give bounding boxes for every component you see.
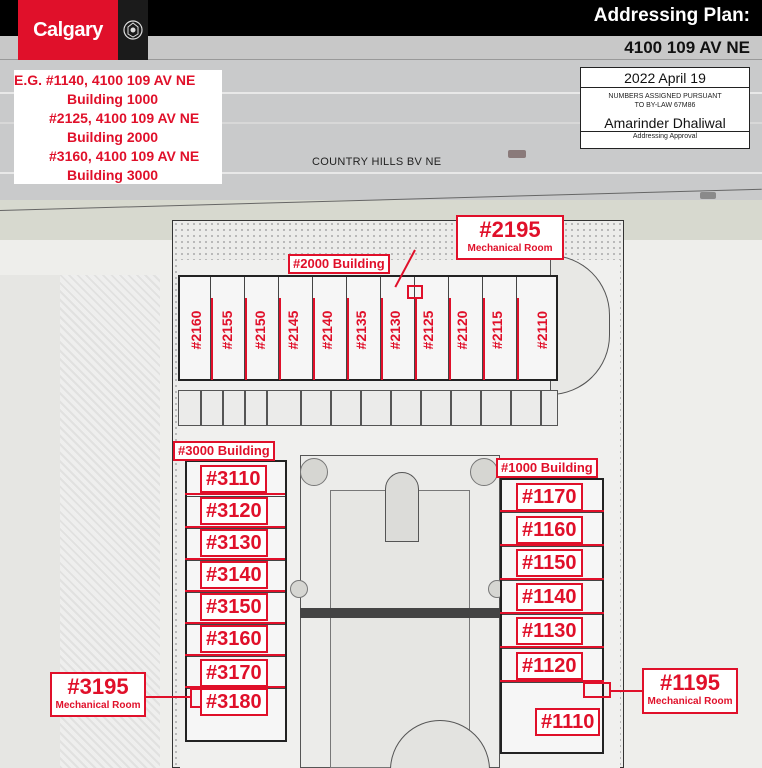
approver-name: Amarinder Dhaliwal: [581, 115, 749, 132]
approval-stamp: [580, 67, 750, 149]
calgary-logo: [18, 0, 118, 60]
mechanical-room-1195: [642, 668, 738, 714]
unit-divider: [502, 512, 602, 513]
mechanical-room-1000-box: [583, 682, 611, 698]
unit-label: #3110: [200, 465, 267, 493]
unit-marker: [483, 298, 485, 380]
unit-label: #2125: [420, 310, 436, 350]
unit-label: #2120: [454, 310, 470, 350]
unit-label: #2160: [188, 310, 204, 350]
legend-line: Building 2000: [67, 129, 159, 145]
unit-label: #1110: [535, 708, 600, 736]
unit-marker: [500, 544, 604, 546]
mechanical-label: Mechanical Room: [55, 700, 141, 711]
unit-marker: [185, 622, 285, 624]
legend-line: Building 1000: [67, 91, 159, 107]
approval-date: 2022 April 19: [581, 68, 749, 88]
unit-marker: [500, 612, 604, 614]
mechanical-label: Mechanical Room: [647, 696, 733, 707]
unit-marker: [185, 526, 285, 528]
unit-marker: [185, 493, 285, 495]
road-name-label: COUNTRY HILLS BV NE: [312, 156, 442, 168]
parking-stall-line: [510, 390, 512, 426]
mechanical-number: #3195: [67, 674, 129, 699]
parking-stall-line: [244, 390, 246, 426]
unit-label: #2145: [285, 310, 301, 350]
mechanical-room-3195: [50, 672, 146, 717]
mechanical-number: #1195: [660, 670, 720, 695]
building-1000-tag: #1000 Building: [496, 458, 598, 478]
unit-marker: [211, 298, 213, 380]
building-2000-tag: #2000 Building: [288, 254, 390, 274]
unit-label: #1160: [516, 516, 583, 544]
parking-stall-line: [450, 390, 452, 426]
vehicle-icon: [508, 150, 526, 158]
tree-icon: [290, 580, 308, 598]
unit-label: #3130: [200, 529, 268, 557]
addressing-map: [0, 60, 762, 768]
unit-label: #1150: [516, 549, 583, 577]
unit-label: #3140: [200, 561, 268, 589]
unit-label: #1170: [516, 483, 583, 511]
parking-stall-line: [266, 390, 268, 426]
city-crest-icon: [118, 0, 148, 60]
legend-line: Building 3000: [67, 167, 159, 183]
unit-label: #3170: [200, 659, 268, 687]
unit-marker: [517, 298, 519, 380]
parking-stall-line: [300, 390, 302, 426]
unit-divider: [502, 546, 602, 547]
example-legend: [14, 70, 222, 184]
unit-label: #3150: [200, 593, 268, 621]
parking-stall-line: [200, 390, 202, 426]
page-title: Addressing Plan:: [593, 5, 750, 26]
mechanical-pointer: [146, 696, 190, 698]
unit-label: #2110: [534, 310, 550, 350]
unit-label: #2130: [387, 310, 403, 350]
central-divider: [300, 608, 500, 618]
unit-divider: [187, 656, 285, 657]
unit-divider: [502, 614, 602, 615]
unit-marker: [245, 298, 247, 380]
tree-icon: [470, 458, 498, 486]
unit-marker: [381, 298, 383, 380]
unit-label: #3180: [200, 688, 268, 716]
unit-marker: [500, 646, 604, 648]
parking-stall-line: [222, 390, 224, 426]
unit-marker: [279, 298, 281, 380]
unit-label: #2150: [252, 310, 268, 350]
unit-divider: [502, 648, 602, 649]
unit-label: #2115: [489, 310, 505, 350]
building-3000-tag: #3000 Building: [173, 441, 275, 461]
mechanical-room-2000-box: [407, 285, 423, 299]
legend-line: #2125, 4100 109 AV NE: [49, 110, 200, 126]
unit-label: #1130: [516, 617, 583, 645]
page-address: 4100 109 AV NE: [624, 38, 750, 57]
parking-row: [178, 390, 558, 426]
bylaw-note-line: NUMBERS ASSIGNED PURSUANT: [608, 93, 722, 100]
unit-marker: [415, 298, 417, 380]
unit-label: #2140: [319, 310, 335, 350]
parking-stall-line: [420, 390, 422, 426]
bylaw-note-line: TO BY-LAW 67M86: [634, 102, 696, 109]
unit-marker: [185, 558, 285, 560]
mechanical-number: #2195: [479, 217, 541, 242]
parking-stall-line: [540, 390, 542, 426]
unit-marker: [185, 654, 285, 656]
legend-line: E.G. #1140, 4100 109 AV NE: [14, 72, 196, 88]
landscape-island: [385, 472, 419, 542]
logo-text: Calgary: [33, 18, 103, 41]
parking-stall-line: [360, 390, 362, 426]
unit-marker: [347, 298, 349, 380]
legend-line: #3160, 4100 109 AV NE: [49, 148, 200, 164]
parking-stall-line: [390, 390, 392, 426]
unit-marker: [449, 298, 451, 380]
mechanical-room-3000-box: [190, 688, 202, 708]
tree-icon: [300, 458, 328, 486]
vehicle-icon: [700, 192, 716, 199]
unit-marker: [185, 590, 285, 592]
parking-stall-line: [330, 390, 332, 426]
unit-label: #3160: [200, 625, 268, 653]
unit-label: #2135: [353, 310, 369, 350]
mechanical-label: Mechanical Room: [467, 243, 553, 254]
unit-divider: [502, 580, 602, 581]
mechanical-pointer: [611, 690, 642, 692]
unit-marker: [500, 578, 604, 580]
mechanical-room-2195: [456, 215, 564, 260]
unit-label: #1140: [516, 583, 583, 611]
unit-label: #3120: [200, 497, 268, 525]
unit-marker: [313, 298, 315, 380]
unit-label: #1120: [516, 652, 583, 680]
bylaw-note: [581, 88, 749, 115]
parking-stall-line: [480, 390, 482, 426]
unit-label: #2155: [219, 310, 235, 350]
approver-role: Addressing Approval: [632, 133, 698, 140]
